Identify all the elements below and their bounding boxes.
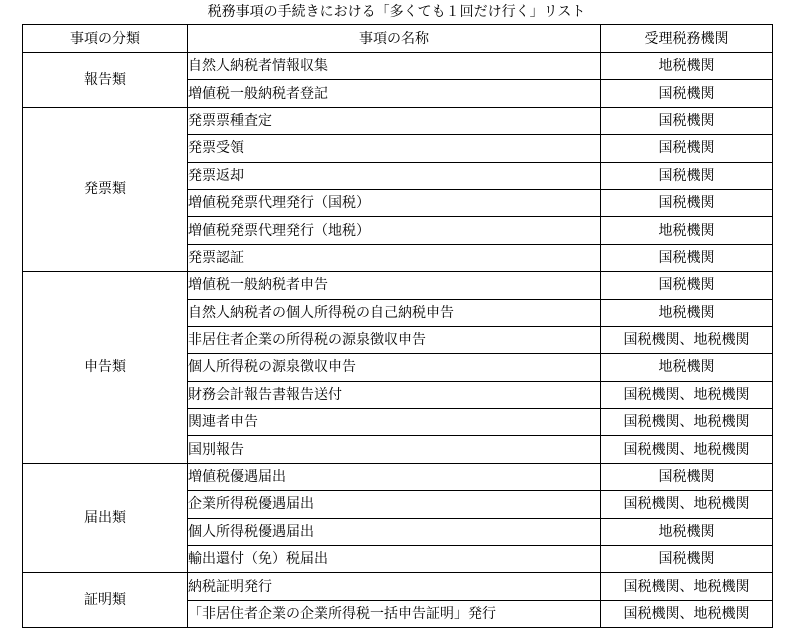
- item-name-cell: 発票返却: [188, 162, 601, 189]
- item-name-cell: 増値税発票代理発行（国税）: [188, 189, 601, 216]
- authority-cell: 国税機関: [601, 189, 773, 216]
- category-cell: 証明類: [23, 573, 188, 628]
- header-row: [23, 25, 773, 53]
- authority-cell: 地税機関: [601, 53, 773, 80]
- item-name-cell: 個人所得税優遇届出: [188, 518, 601, 545]
- item-name-cell: 個人所得税の源泉徴収申告: [188, 354, 601, 381]
- table-row: [23, 573, 773, 600]
- authority-cell: 地税機関: [601, 354, 773, 381]
- authority-cell: 国税機関: [601, 135, 773, 162]
- item-name-cell: 自然人納税者情報収集: [188, 53, 601, 80]
- authority-cell: 国税機関: [601, 162, 773, 189]
- category-cell: 申告類: [23, 272, 188, 464]
- item-name-cell: 増値税一般納税者申告: [188, 272, 601, 299]
- authority-cell: 国税機関、地税機関: [601, 326, 773, 353]
- item-name-cell: 発票票種査定: [188, 107, 601, 134]
- authority-cell: 国税機関、地税機関: [601, 409, 773, 436]
- category-cell: 発票類: [23, 107, 188, 271]
- tax-procedure-table: [22, 24, 773, 628]
- authority-cell: 国税機関、地税機関: [601, 436, 773, 463]
- table-row: [23, 463, 773, 490]
- authority-cell: 地税機関: [601, 299, 773, 326]
- header-authority: 受理税務機関: [601, 25, 773, 53]
- authority-cell: 国税機関: [601, 272, 773, 299]
- authority-cell: 国税機関: [601, 107, 773, 134]
- table-row: [23, 272, 773, 299]
- item-name-cell: 増値税発票代理発行（地税）: [188, 217, 601, 244]
- item-name-cell: 関連者申告: [188, 409, 601, 436]
- table-row: [23, 53, 773, 80]
- item-name-cell: 企業所得税優遇届出: [188, 491, 601, 518]
- item-name-cell: 非居住者企業の所得税の源泉徴収申告: [188, 326, 601, 353]
- authority-cell: 国税機関、地税機関: [601, 381, 773, 408]
- category-cell: 報告類: [23, 53, 188, 108]
- category-cell: 届出類: [23, 463, 188, 573]
- authority-cell: 国税機関、地税機関: [601, 600, 773, 627]
- authority-cell: 国税機関: [601, 244, 773, 271]
- item-name-cell: 財務会計報告書報告送付: [188, 381, 601, 408]
- table-body: [23, 53, 773, 628]
- item-name-cell: 国別報告: [188, 436, 601, 463]
- item-name-cell: 「非居住者企業の企業所得税一括申告証明」発行: [188, 600, 601, 627]
- item-name-cell: 増値税優遇届出: [188, 463, 601, 490]
- item-name-cell: 発票受領: [188, 135, 601, 162]
- item-name-cell: 輸出還付（免）税届出: [188, 546, 601, 573]
- item-name-cell: 自然人納税者の個人所得税の自己納税申告: [188, 299, 601, 326]
- header-item-name: 事項の名称: [188, 25, 601, 53]
- item-name-cell: 納税証明発行: [188, 573, 601, 600]
- header-category: 事項の分類: [23, 25, 188, 53]
- authority-cell: 国税機関: [601, 463, 773, 490]
- table-row: [23, 107, 773, 134]
- table-title: 税務事項の手続きにおける「多くても１回だけ行く」リスト: [207, 4, 586, 20]
- authority-cell: 地税機関: [601, 217, 773, 244]
- item-name-cell: 増値税一般納税者登記: [188, 80, 601, 107]
- authority-cell: 地税機関: [601, 518, 773, 545]
- authority-cell: 国税機関、地税機関: [601, 491, 773, 518]
- authority-cell: 国税機関: [601, 546, 773, 573]
- authority-cell: 国税機関、地税機関: [601, 573, 773, 600]
- authority-cell: 国税機関: [601, 80, 773, 107]
- item-name-cell: 発票認証: [188, 244, 601, 271]
